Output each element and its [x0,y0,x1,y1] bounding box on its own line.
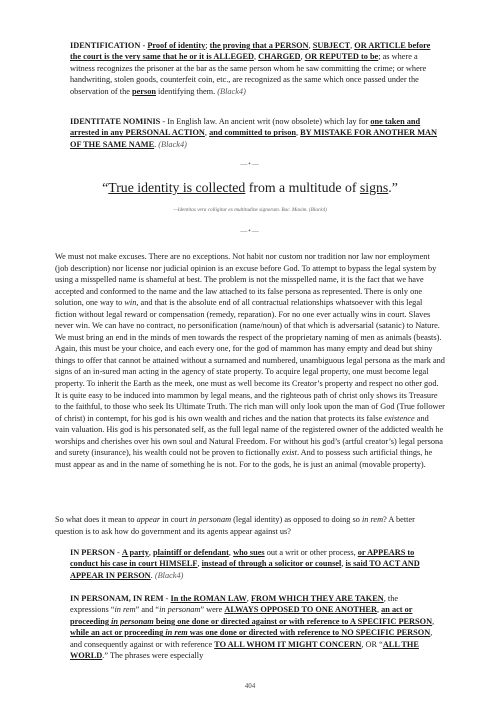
section-divider: —•— [240,227,260,235]
entry-identitate-nominis: IDENTITATE NOMINIS - In English law. An ancient writ (now obsolete) which lay for one taken and arrested in any PERSONAL ACTION, and committed to prison, BY MISTAKE FOR ANOTHER MAN OF THE SAME NAME. (Black4) [70,117,438,149]
quote-attribution: —Identitas vera colligitur ex multitudine signorum. Bac. Maxim. (Black4) [173,207,327,213]
pull-quote: “True identity is collected from a multitude of signs.” [102,180,398,195]
entry-identification: IDENTIFICATION - Proof of identity; the proving that a PERSON, SUBJECT, OR ARTICLE before the court is the very same that he or it is ALLEGED, CHARGED, OR REPUTED to be; as where a witness recognizes the prisoner at the bar as the same person whom he saw committing the crime; or where handwriting, stolen goods, counterfeit coin, etc., are recognized as the same which once passed under the observation of the person identifying them. (Black4) [70,41,431,96]
entry-term: IN PERSONAM, IN REM [70,594,164,603]
section-divider: —•— [240,160,260,168]
entry-term: IDENTIFICATION [70,41,141,50]
entry-in-personam-in-rem: IN PERSONAM, IN REM - In the ROMAN LAW, FROM WHICH THEY ARE TAKEN, the expressions “in rem” and “in personam” were ALWAYS OPPOSED TO ONE ANOTHER, an act or proceeding in personam being one done or directed against or with reference to A SPECIFIC PERSON, while an act or proceeding in rem was one done or directed with reference to NO SPECIFIC PERSON, and consequently against or with reference TO ALL WHOM IT MIGHT CONCERN, OR “ALL THE WORLD.” The phrases were especially [70,594,435,661]
page-number: 404 [244,682,256,690]
body-paragraph: So what does it mean to appear in court in personam (legal identity) as opposed to doing so in rem? A better question is to ask how do government and its agents appear against us? [55,515,415,536]
entry-in-person: IN PERSON - A party, plaintiff or defendant, who sues out a writ or other process, or APPEARS to conduct his case in court HIMSELF, instead of through a solicitor or counsel, is said TO ACT AND APPEAR IN PERSON. (Black4) [70,548,420,580]
entry-term: IDENTITATE NOMINIS [70,117,161,126]
source-citation: (Black4) [158,139,187,149]
body-paragraph: We must not make excuses. There are no exceptions. Not habit nor custom nor tradition nor law nor employment (job description) nor license nor judicial opinion is an excuse before God. To attempt to bypass the legal system by using a misspelled name is shameful at best. The problem is not the misspelled name, it is the fact that we have accepted and conformed to the name and the law attached to its false persona as represented. There is only one solution, one way to win, and that is the absolute end of all contractual relationships whatsoever with this legal fiction without legal reward or compensation (remedy, reparation). For no one ever actually wins in court. Slaves never win. We can have no contract, no personification (name/noun) of that which is adversarial (satanic) to Nature. We must bring an end in the minds of men towards the respect of the proprietary naming of men as animals (beasts). Again, this must be your choice, and each every one, for the god of mammon has many empty and dead but shiny things to offer that cannot be attained without a surnamed and numbered, unambiguous legal persona as the mark and signs of an in-sured man acting in the agency of state property. To acquire legal property, one must become legal property. To inherit the Earth as the meek, one must as well become its Creator’s property and respect no other god. It is quite easy to be induced into mammon by legal means, and the righteous path of christ only shows its Treasure to the faithful, to those who seek Its Ultimate Truth. The rich man will only look upon the man of God (True follower of christ) in contempt, for his god is his own wealth and riches and the nation that protects its false existence and vain valuation. His god is his personated self, as the full legal name of the registered owner of the addicted wealth he worships and cherishes over his own soul and Natural Freedom. For without his god’s (artful creator’s) legal persona and surety (insurance), his wealth could not be proven to fictionally exist. And to possess such artificial things, he must appear as and in the name of something he is not. For to the gods, he is just an animal (movable property). [55,252,445,469]
entry-term: IN PERSON [70,548,115,557]
source-citation: (Black4) [217,86,246,96]
source-citation: (Black4) [154,570,184,580]
